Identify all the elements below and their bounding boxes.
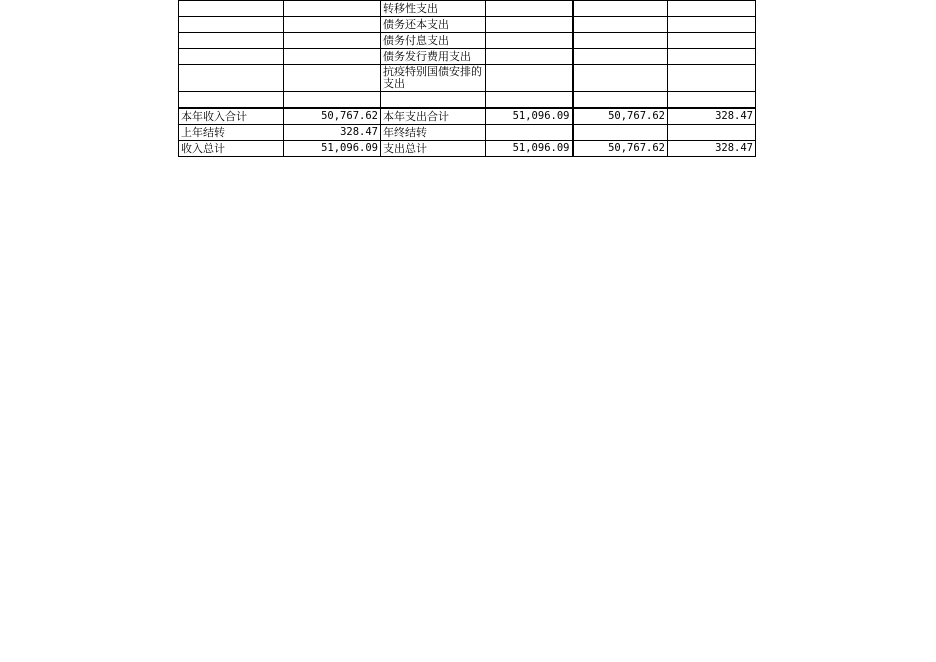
income-label-cell[interactable]: 本年收入合计	[179, 108, 284, 125]
expense-amount-cell[interactable]	[486, 49, 573, 65]
value-cell[interactable]	[668, 125, 756, 141]
value-cell[interactable]	[573, 92, 668, 109]
expense-label-cell[interactable]: 债务付息支出	[381, 33, 486, 49]
table-row	[179, 33, 756, 49]
income-label-cell[interactable]	[179, 17, 284, 33]
income-amount-cell[interactable]	[284, 65, 381, 92]
expense-label-cell[interactable]: 支出总计	[381, 141, 486, 157]
income-label-cell[interactable]: 上年结转	[179, 125, 284, 141]
expense-label-cell[interactable]: 本年支出合计	[381, 108, 486, 125]
expense-label-cell[interactable]: 年终结转	[381, 125, 486, 141]
expense-amount-cell[interactable]	[486, 33, 573, 49]
income-amount-cell[interactable]	[284, 49, 381, 65]
value-cell[interactable]	[668, 1, 756, 17]
value-cell[interactable]	[573, 125, 668, 141]
value-cell[interactable]: 328.47	[668, 141, 756, 157]
table-row	[179, 49, 756, 65]
value-cell[interactable]	[573, 33, 668, 49]
expense-amount-cell[interactable]	[486, 1, 573, 17]
income-amount-cell[interactable]	[284, 92, 381, 109]
income-label-cell[interactable]	[179, 92, 284, 109]
value-cell[interactable]: 328.47	[668, 108, 756, 125]
table-row	[179, 65, 756, 92]
value-cell[interactable]	[573, 17, 668, 33]
expense-label-cell[interactable]: 债务发行费用支出	[381, 49, 486, 65]
value-cell[interactable]	[573, 1, 668, 17]
income-amount-cell[interactable]	[284, 33, 381, 49]
income-label-cell[interactable]	[179, 65, 284, 92]
expense-label-cell[interactable]	[381, 92, 486, 109]
expense-amount-cell[interactable]	[486, 65, 573, 92]
value-cell[interactable]	[668, 92, 756, 109]
value-cell[interactable]: 50,767.62	[573, 108, 668, 125]
income-amount-cell[interactable]	[284, 17, 381, 33]
value-cell[interactable]	[573, 49, 668, 65]
income-label-cell[interactable]: 收入总计	[179, 141, 284, 157]
expense-label-cell[interactable]: 转移性支出	[381, 1, 486, 17]
income-amount-cell[interactable]: 50,767.62	[284, 108, 381, 125]
value-cell[interactable]: 50,767.62	[573, 141, 668, 157]
table-row	[179, 141, 756, 157]
table-row	[179, 108, 756, 125]
expense-amount-cell[interactable]	[486, 17, 573, 33]
table-row	[179, 17, 756, 33]
expense-amount-cell[interactable]: 51,096.09	[486, 108, 573, 125]
income-amount-cell[interactable]: 328.47	[284, 125, 381, 141]
value-cell[interactable]	[668, 49, 756, 65]
budget-summary-table	[178, 0, 756, 157]
income-label-cell[interactable]	[179, 1, 284, 17]
table-row	[179, 92, 756, 109]
expense-amount-cell[interactable]: 51,096.09	[486, 141, 573, 157]
expense-amount-cell[interactable]	[486, 125, 573, 141]
table-row	[179, 1, 756, 17]
income-amount-cell[interactable]	[284, 1, 381, 17]
income-label-cell[interactable]	[179, 49, 284, 65]
expense-label-cell[interactable]: 债务还本支出	[381, 17, 486, 33]
value-cell[interactable]	[668, 65, 756, 92]
expense-label-cell[interactable]: 抗疫特别国债安排的支出	[381, 65, 486, 92]
income-amount-cell[interactable]: 51,096.09	[284, 141, 381, 157]
table-row	[179, 125, 756, 141]
value-cell[interactable]	[668, 17, 756, 33]
value-cell[interactable]	[573, 65, 668, 92]
income-label-cell[interactable]	[179, 33, 284, 49]
expense-amount-cell[interactable]	[486, 92, 573, 109]
value-cell[interactable]	[668, 33, 756, 49]
